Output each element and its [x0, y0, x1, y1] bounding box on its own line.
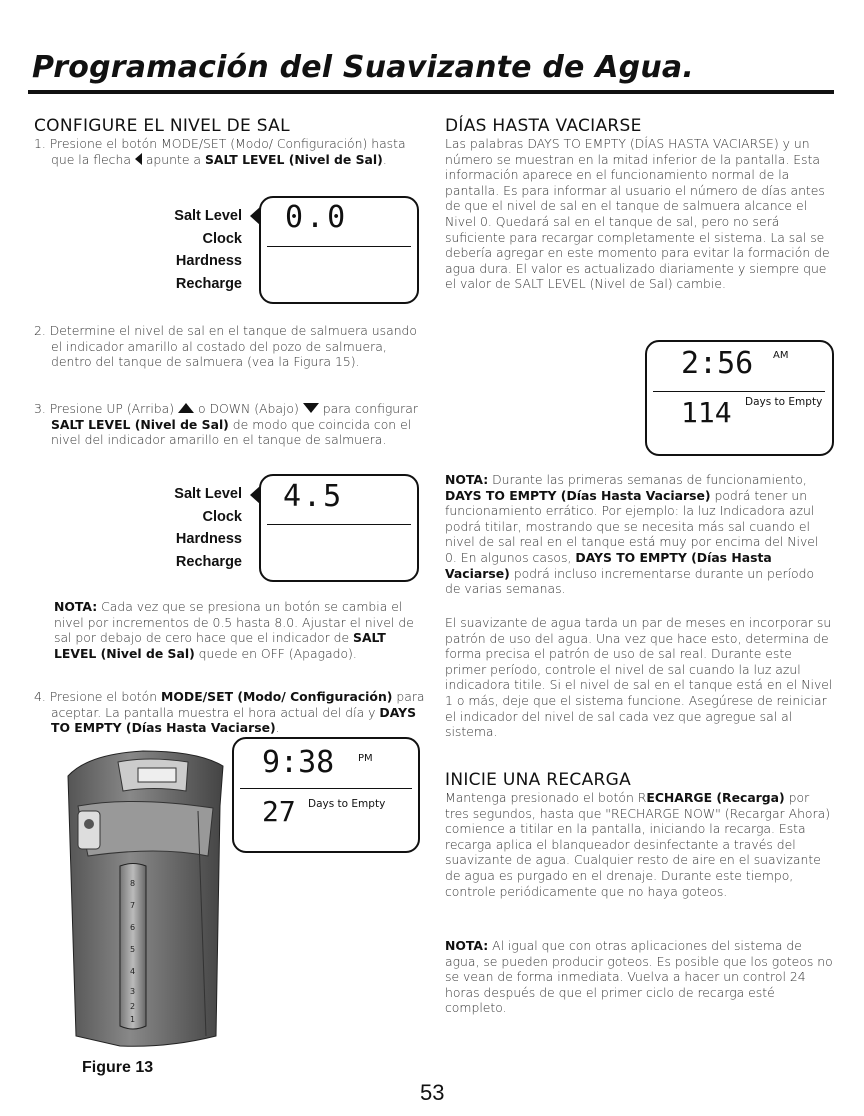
days-to-empty-heading: DÍAS HASTA VACIARSE [445, 116, 642, 136]
left-arrow-icon [135, 153, 142, 165]
lcd-ampm: AM [773, 350, 789, 361]
recharge-heading: INICIE UNA RECARGA [445, 770, 632, 790]
lcd-ampm: PM [358, 753, 373, 764]
usage-pattern-paragraph: El suavizante de agua tarda un par de meses en incorporar su patrón de uso del agua. Una vez que hace esto, determina de forma precisa el patrón de uso de sal real. Durante este primer período, controle el nivel de sal cuando la luz azul indicadora titile. Si el nivel de sal en el tanque está en el Nivel 1 o más, deje que el sistema funcione. Asegúrese de reiniciar el indicador del nivel de sal cada vez que agregue sal al sistema. [445, 615, 833, 740]
label-clock: Clock [202, 230, 242, 247]
figure-caption: Figure 13 [82, 1059, 154, 1076]
label-salt-level: Salt Level [174, 208, 242, 224]
label-clock: Clock [202, 508, 242, 525]
lcd-display-4 [645, 340, 834, 456]
label-recharge: Recharge [175, 275, 242, 292]
label-hardness: Hardness [175, 531, 242, 547]
label-recharge: Recharge [175, 553, 242, 570]
salt-scale-tick: 4 [130, 967, 136, 976]
lcd-divider [267, 524, 411, 525]
salt-level-heading: CONFIGURE EL NIVEL DE SAL [34, 116, 290, 136]
display-2-labels [150, 483, 242, 573]
days-to-empty-note: NOTA: Durante las primeras semanas de funcionamiento, DAYS TO EMPTY (Días Hasta Vaciarse) podrá tener un funcionamiento errático. Por ejemplo: la luz Indicadora azul podrá titilar, mostrando que se necesita más sal cuando el nivel de sal real en el tanque está muy por encima del Nivel 0. En algunos casos, DAYS TO EMPTY (Días Hasta Vaciarse) podrá incluso incrementarse durante un período de varias semanas. [445, 472, 819, 597]
lcd-days: 114 [681, 396, 732, 429]
salt-scale-tick: 2 [130, 1002, 136, 1011]
title-rule [28, 90, 834, 94]
days-to-empty-paragraph: Las palabras DAYS TO EMPTY (DÍAS HASTA VACIARSE) y un número se muestran en la mitad inferior de la pantalla. Esta información aparece en el funcionamiento normal de la pantalla. Es para informar al usuario el número de días antes de que el nivel de sal en el tanque de salmuera alcance el Nivel 0. Quedará sal en el tanque de sal, pero no será suficiente para recargar completamente el sistema. La sal se debería agregar en este momento para evitar la formación de agua dura. El valor es actualizado diariamente y siempre que el valor de SALT LEVEL (Nivel de Sal) cambie. [445, 136, 830, 292]
label-salt-level: Salt Level [174, 486, 242, 502]
salt-scale [130, 879, 135, 1024]
lcd-display-2 [259, 474, 419, 582]
down-arrow-icon [303, 403, 319, 413]
lcd-time: 9:38 [262, 745, 335, 780]
step-2: 2. Determine el nivel de sal en el tanque de salmuera usando el indicador amarillo al costado del pozo de salmuera, dentro del tanque de salmuera (vea la Figura 15). [34, 323, 417, 370]
label-hardness: Hardness [175, 253, 242, 269]
salt-scale-tick: 8 [130, 879, 136, 888]
step-1: 1. Presione el botón MODE/SET (Modo/ Configuración) hasta que la flecha apunte a SALT LEVEL (Nivel de Sal). [34, 136, 406, 167]
lcd-time: 2:56 [681, 346, 754, 381]
step-3: 3. Presione UP (Arriba) o DOWN (Abajo) para configurar SALT LEVEL (Nivel de Sal) de modo que coincida con el nivel del indicador amarillo en el tanque de salmuera. [34, 401, 418, 448]
up-arrow-icon [178, 403, 194, 413]
lcd-divider [653, 391, 825, 392]
display-1-labels [150, 205, 242, 295]
lcd-display-3 [232, 737, 420, 853]
salt-scale-tick: 6 [130, 923, 136, 932]
water-softener-illustration [48, 736, 248, 1056]
recharge-note: NOTA: Al igual que con otras aplicaciones del sistema de agua, se pueden producir goteos. Es posible que los goteos no se vean de forma inmediata. Vuelva a hacer un control 24 horas después de que el primer ciclo de recarga esté completo. [445, 938, 833, 1016]
page-title: Programación del Suavizante de Agua. [32, 50, 694, 85]
lcd-value: 0.0 [285, 200, 349, 235]
salt-scale-tick: 7 [130, 901, 136, 910]
lcd-value: 4.5 [283, 479, 344, 514]
salt-scale-tick: 5 [130, 945, 136, 954]
lcd-days: 27 [262, 795, 296, 828]
lcd-divider [240, 788, 412, 789]
salt-scale-tick: 3 [130, 987, 136, 996]
lcd-days-label: Days to Empty [308, 798, 386, 810]
salt-scale-tick: 1 [130, 1015, 136, 1024]
salt-level-note: NOTA: Cada vez que se presiona un botón se cambia el nivel por incrementos de 0.5 hasta 8.0. Ajustar el nivel de sal por debajo de cero hace que el indicador de SALT LEVEL (Nivel de Sal) quede en OFF (Apagado). [54, 599, 414, 661]
page-number: 53 [420, 1080, 445, 1105]
lcd-display-1 [259, 196, 419, 304]
step-4: 4. Presione el botón MODE/SET (Modo/ Configuración) para aceptar. La pantalla muestra el hora actual del día y DAYS TO EMPTY (Días Hasta Vaciarse). [34, 689, 425, 736]
lcd-days-label: Days to Empty [745, 396, 823, 408]
recharge-paragraph: Mantenga presionado el botón RECHARGE (Recarga) por tres segundos, hasta que "RECHARGE NOW" (Recargar Ahora) comience a titilar en la pantalla, iniciando la recarga. Esta recarga aplica el blanqueador desinfectante a través del suavizante de agua. Cualquier resto de aire en el suavizante de agua es purgado en el drenaje. Durante este tiempo, controle periódicamente que no haya goteos. [445, 790, 831, 899]
lcd-divider [267, 246, 411, 247]
